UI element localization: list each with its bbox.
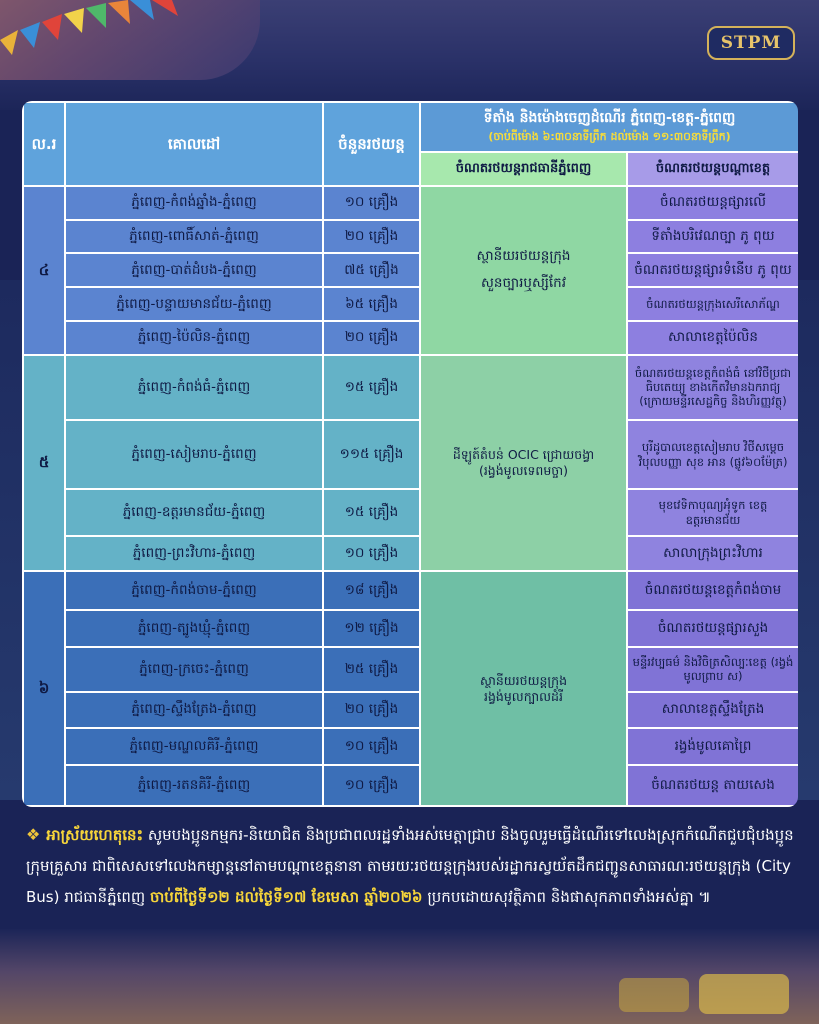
table-row [23, 765, 798, 806]
route-cell: ភ្នំពេញ-កំពង់ឆ្នាំង-ភ្នំពេញ [65, 186, 323, 220]
destination-cell: សាលាខេត្តស្ទឹងត្រែង [627, 692, 798, 729]
route-cell: ភ្នំពេញ-បន្ទាយមានជ័យ-ភ្នំពេញ [65, 287, 323, 321]
route-cell: ភ្នំពេញ-ត្បូងឃ្មុំ-ភ្នំពេញ [65, 610, 323, 647]
table-row [23, 536, 798, 571]
bus-count-cell: ២០ គ្រឿង [323, 220, 420, 254]
bunting-flags-decoration [0, 0, 200, 70]
notice-body: សូមបងប្អូនកម្មករ-និយោជិត និងប្រជាពលរដ្ឋទាំងអស់មេត្តាជ្រាប និងចូលរួមធ្វើដំណើរទៅលេងស្រុកកំណើតជួបជុំបងប្អូនក្រុមគ្រួសារ ជាពិសេសទៅលេងកម្សាន្តនៅតាមបណ្ដាខេត្តនានា តាមរយៈរថយន្តក្រុងរបស់រដ្ឋាករស្វយ័តដឹកជញ្ជូនសាធារណៈរថយន្តក្រុង (City Bus) រាជធានីភ្នំពេញ [26, 826, 794, 906]
notice-date-range: ចាប់ពីថ្ងៃទី១២ ដល់ថ្ងៃទី១៧ ខែមេសា ឆ្នាំ២០២៦ [149, 888, 423, 906]
bus-count-cell: ១២ គ្រឿង [323, 610, 420, 647]
notice-lead: អាស្រ័យហេតុនេះ [46, 826, 144, 844]
destination-cell: ចំណតរថយន្តខេត្តកំពង់ចាម [627, 571, 798, 610]
notice-paragraph [26, 819, 796, 913]
hub-cell [420, 571, 627, 806]
diamond-bullet-icon: ❖ [26, 825, 41, 844]
group-number: ៦ [23, 571, 65, 806]
destination-cell: ចំណតរថយន្ត តាយសេង [627, 765, 798, 806]
hub-line: សួនច្បារឬស្សីកែវ [481, 275, 566, 292]
bus-count-cell: ១០ គ្រឿង [323, 186, 420, 220]
bus-count-cell: ៦៥ គ្រឿង [323, 287, 420, 321]
bus-count-cell: ២០ គ្រឿង [323, 692, 420, 729]
header-buses: ចំនួនរថយន្ត [323, 102, 420, 186]
route-cell: ភ្នំពេញ-មណ្ឌលគិរី-ភ្នំពេញ [65, 728, 323, 765]
bus-photo-decoration [699, 974, 789, 1014]
hub-line: រង្វង់មូលក្បាលដំរី [484, 688, 563, 704]
destination-cell: សាលាក្រុងព្រះវិហារ [627, 536, 798, 571]
group-number: ៤ [23, 186, 65, 355]
table-row [23, 420, 798, 489]
table-row [23, 647, 798, 692]
hub-line: ស្ថានីយរថយន្តក្រុង [479, 672, 568, 688]
destination-cell: បុរីដូបាលខេត្តសៀមរាប វិថីសម្ដេចវិបុលបញ្ញា សុខ អាន (ផ្លូវ៦០ម៉ែត្រ) [627, 420, 798, 489]
route-cell: ភ្នំពេញ-ពោធិ៍សាត់-ភ្នំពេញ [65, 220, 323, 254]
footer-photo-decoration [0, 929, 819, 1024]
destination-cell: មុខវេទិកាបុណ្យអុំទូក ខេត្តឧត្ដរមានជ័យ [627, 489, 798, 536]
hub-line: ដីឡូត៍តំបន់ OCIC ជ្រោយចង្វា [452, 447, 595, 463]
bus-count-cell: ១៨ គ្រឿង [323, 571, 420, 610]
route-cell: ភ្នំពេញ-ក្រចេះ-ភ្នំពេញ [65, 647, 323, 692]
header-title-sub: (ចាប់ពីម៉ោង ៦:៣០នាទីព្រឹក ដល់ម៉ោង ១១:៣០នាទីព្រឹក) [488, 129, 731, 143]
destination-cell: ចំណតរថយន្តក្រុងសេរីសោភ័ណ្ឌ [627, 287, 798, 321]
bus-photo-decoration [619, 978, 689, 1012]
destination-cell: រង្វង់មូលគោព្រៃ [627, 728, 798, 765]
table-row [23, 728, 798, 765]
table-row [23, 186, 798, 220]
table-row [23, 489, 798, 536]
bus-count-cell: ១១៥ គ្រឿង [323, 420, 420, 489]
table-row [23, 287, 798, 321]
table-row [23, 321, 798, 355]
route-cell: ភ្នំពេញ-ព្រះវិហារ-ភ្នំពេញ [65, 536, 323, 571]
destination-cell: ចំណតរថយន្តផ្សារលើ [627, 186, 798, 220]
hub-line: ស្ថានីយរថយន្តក្រុង [476, 248, 571, 265]
schedule-table [22, 101, 798, 807]
bus-count-cell: ១០ គ្រឿង [323, 728, 420, 765]
hub-cell [420, 186, 627, 355]
bus-count-cell: ២០ គ្រឿង [323, 321, 420, 355]
destination-cell: ចំណតរថយន្តផ្សារសួង [627, 610, 798, 647]
header-no: ល.រ [23, 102, 65, 186]
header-route: គោលដៅ [65, 102, 323, 186]
bus-count-cell: ១០ គ្រឿង [323, 765, 420, 806]
header-title-main: ទីតាំង និងម៉ោងចេញដំណើរ ភ្នំពេញ-ខេត្ត-ភ្នំពេញ [483, 110, 736, 127]
route-cell: ភ្នំពេញ-កំពង់ធំ-ភ្នំពេញ [65, 355, 323, 420]
table-row [23, 571, 798, 610]
route-cell: ភ្នំពេញ-រតនគិរី-ភ្នំពេញ [65, 765, 323, 806]
destination-cell: ចំណតរថយន្តផ្សារទំនើប ភូ ពុយ [627, 253, 798, 287]
bus-count-cell: ២៥ គ្រឿង [323, 647, 420, 692]
destination-cell: ទីតាំងបរិវេណច្បា ភូ ពុយ [627, 220, 798, 254]
header-dest-column: ចំណតរថយន្តបណ្ដាខេត្ត [627, 152, 798, 186]
route-cell: ភ្នំពេញ-សៀមរាប-ភ្នំពេញ [65, 420, 323, 489]
header-title [420, 102, 798, 152]
route-cell: ភ្នំពេញ-ឧត្ដរមានជ័យ-ភ្នំពេញ [65, 489, 323, 536]
table-row [23, 692, 798, 729]
table-row [23, 253, 798, 287]
route-cell: ភ្នំពេញ-កំពង់ចាម-ភ្នំពេញ [65, 571, 323, 610]
route-cell: ភ្នំពេញ-បាត់ដំបង-ភ្នំពេញ [65, 253, 323, 287]
destination-cell: សាលាខេត្តប៉ៃលិន [627, 321, 798, 355]
hub-line: (រង្វង់មូលទេពមច្ចា) [478, 462, 569, 478]
stpm-logo: STPM [707, 26, 795, 60]
table-row [23, 220, 798, 254]
bus-count-cell: ១០ គ្រឿង [323, 536, 420, 571]
table-row [23, 610, 798, 647]
bus-count-cell: ១៥ គ្រឿង [323, 355, 420, 420]
header-hub-column: ចំណតរថយន្តរាជធានីភ្នំពេញ [420, 152, 627, 186]
group-number: ៥ [23, 355, 65, 572]
destination-cell: មន្ទីរវប្បធម៌ និងវិចិត្រសិល្បៈខេត្ត (រង្វង់មូលព្រាប ស) [627, 647, 798, 692]
hub-cell [420, 355, 627, 572]
bus-count-cell: ៧៥ គ្រឿង [323, 253, 420, 287]
route-cell: ភ្នំពេញ-ប៉ៃលិន-ភ្នំពេញ [65, 321, 323, 355]
notice-tail: ប្រកបដោយសុវត្ថិភាព និងផាសុកភាពទាំងអស់គ្នា ៕ [422, 888, 711, 906]
route-cell: ភ្នំពេញ-ស្ទឹងត្រែង-ភ្នំពេញ [65, 692, 323, 729]
bus-count-cell: ១៥ គ្រឿង [323, 489, 420, 536]
destination-cell: ចំណតរថយន្តខេត្តកំពង់ធំ នៅវិថីប្រជាធិបតេយ្យ ខាងកើតវិមានឯករាជ្យ (ក្រោយមន្ទីរសេដ្ឋកិច្ច និងហិរញ្ញវត្ថុ) [627, 355, 798, 420]
table-row [23, 355, 798, 420]
